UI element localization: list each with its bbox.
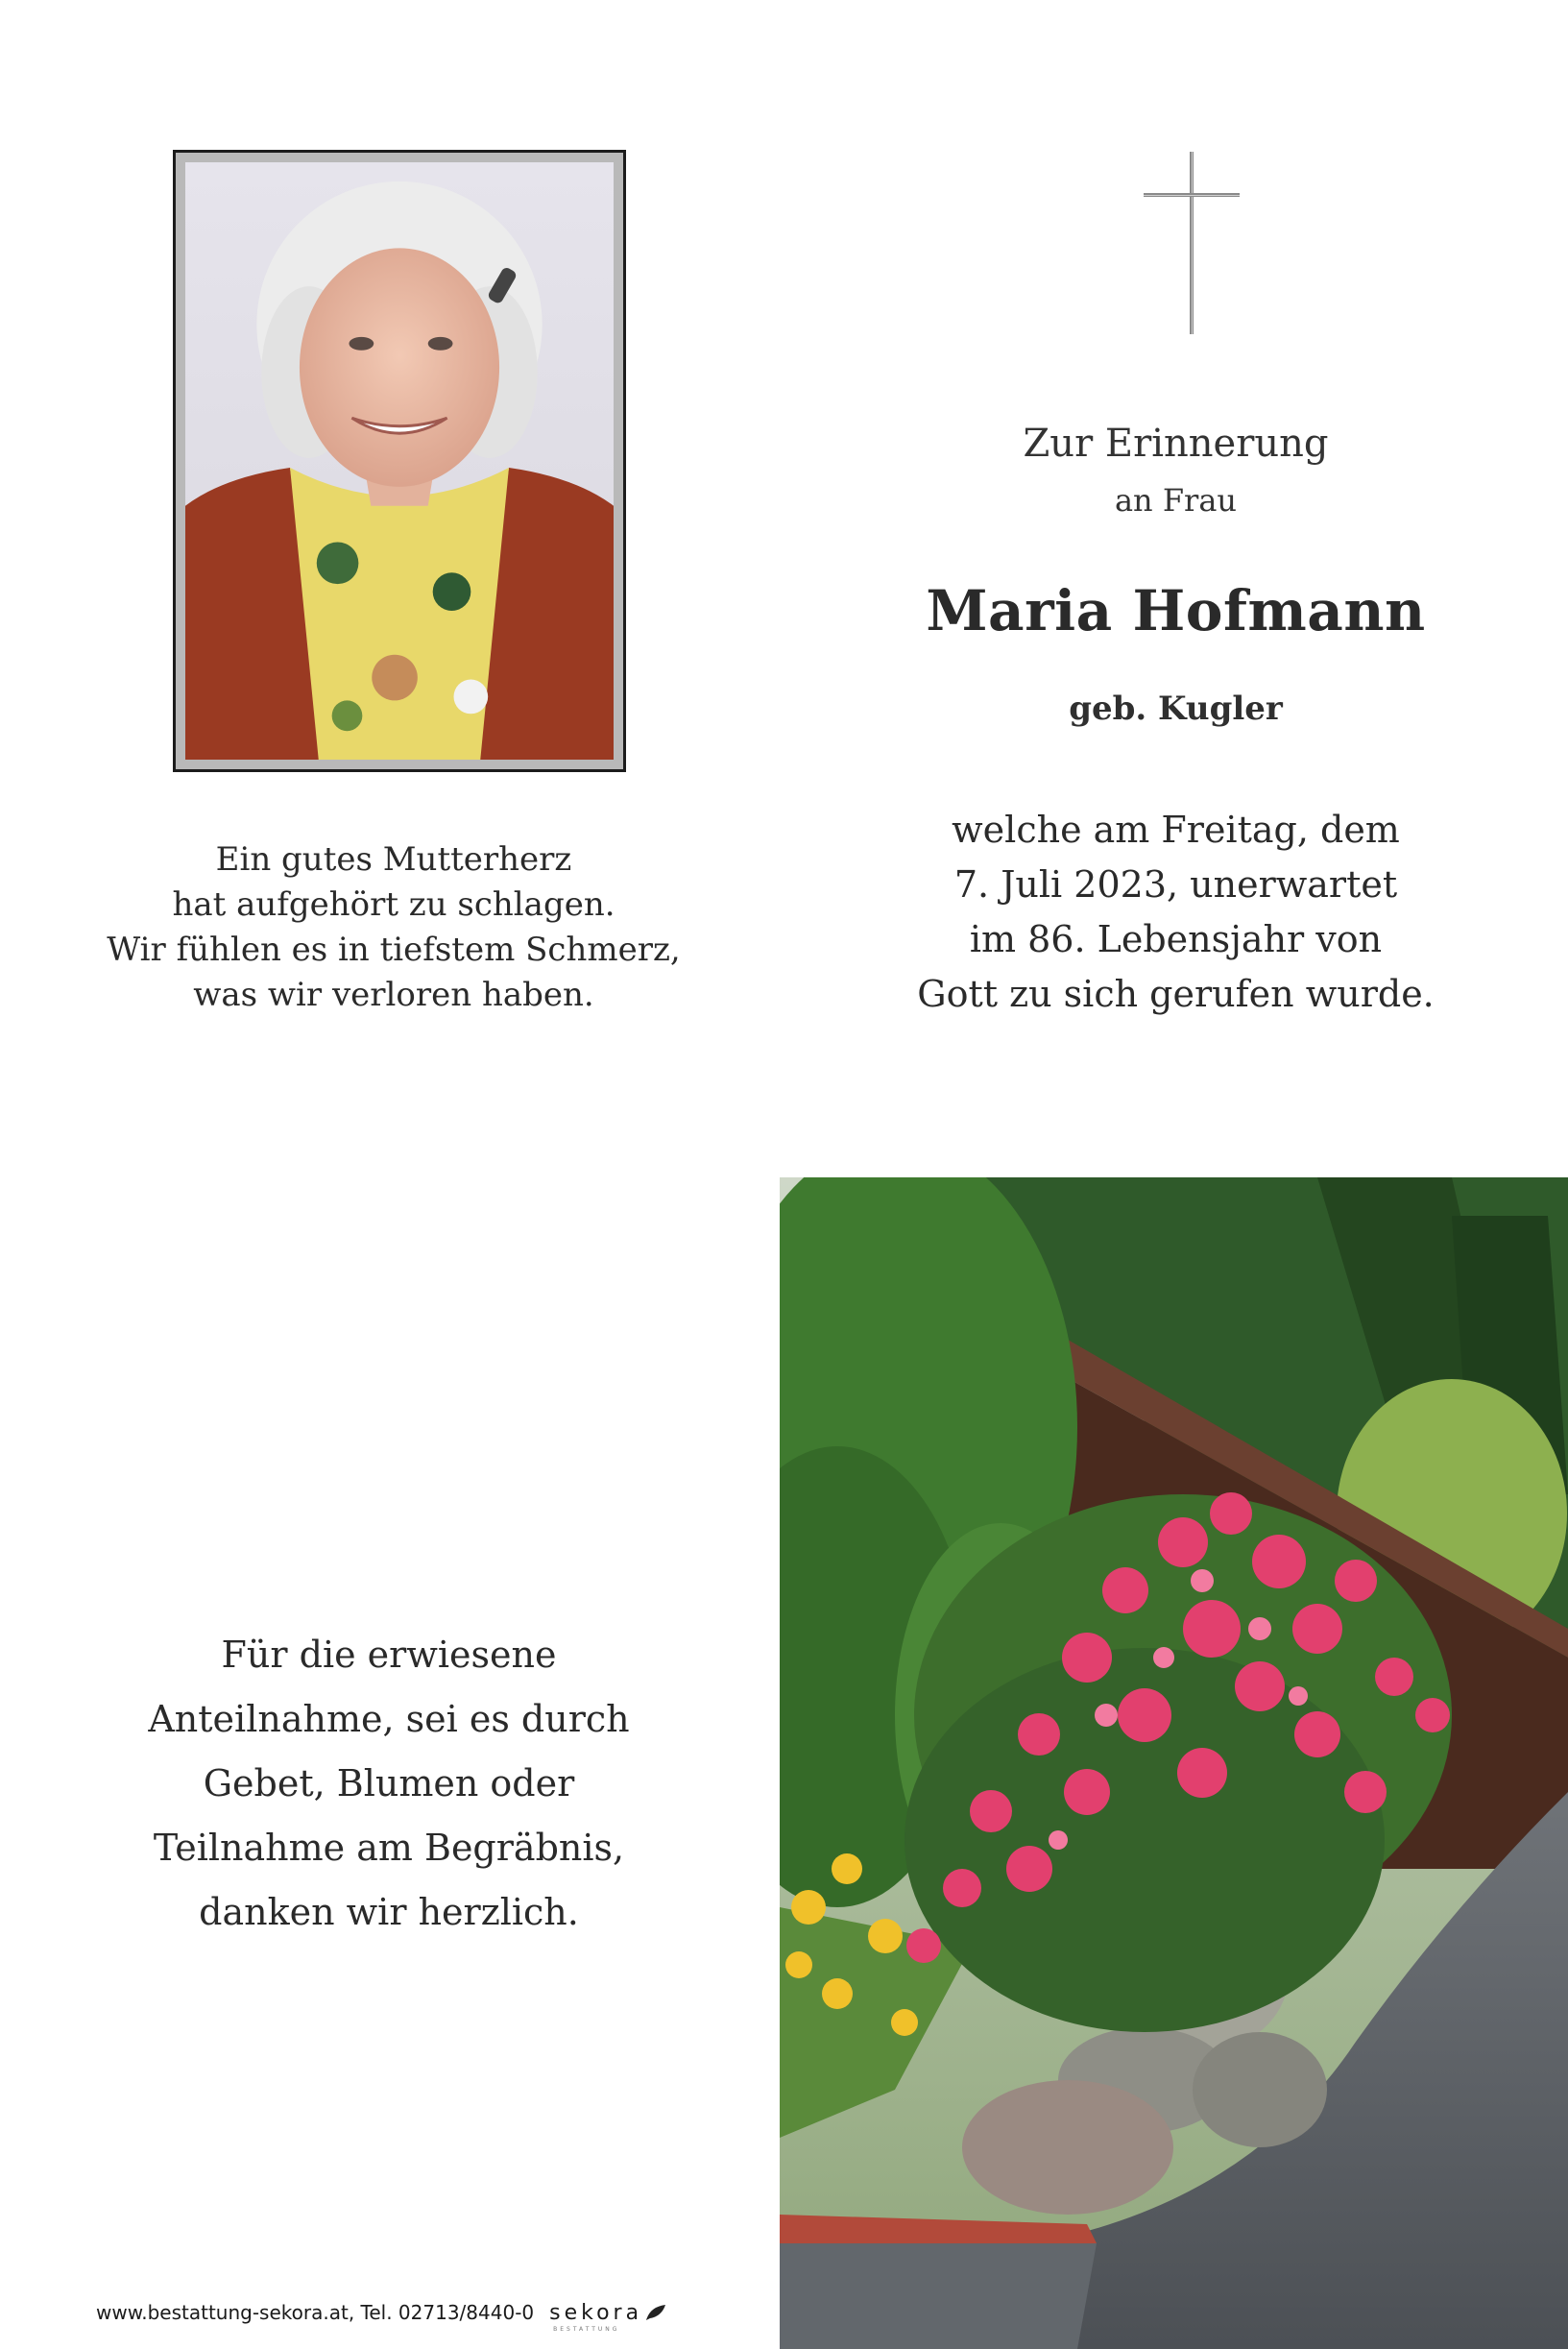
thanks-line: Gebet, Blumen oder — [203, 1762, 575, 1804]
portrait-photo — [185, 162, 614, 760]
thanks-text — [96, 1623, 682, 1945]
poem-line: Wir fühlen es in tiefstem Schmerz, — [107, 931, 681, 969]
portrait-frame — [173, 150, 626, 772]
maiden-name: geb. Kugler — [1069, 690, 1283, 728]
poem — [86, 837, 701, 1018]
brand-logo — [549, 2300, 643, 2333]
brand-name: sekora — [549, 2300, 643, 2325]
thanks-panel — [0, 1172, 780, 2349]
brand-subtitle: BESTATTUNG — [553, 2325, 620, 2333]
thanks-line: Teilnahme am Begräbnis, — [153, 1827, 625, 1869]
footer-contact: www.bestattung-sekora.at, Tel. 02713/8440-0 — [96, 2301, 535, 2324]
footer — [96, 2293, 768, 2332]
thanks-line: Anteilnahme, sei es durch — [148, 1698, 630, 1740]
thanks-line: Für die erwiesene — [221, 1634, 557, 1676]
deceased-name: Maria Hofmann — [926, 578, 1426, 643]
salutation: an Frau — [1114, 482, 1238, 519]
death-line: 7. Juli 2023, unerwartet — [953, 863, 1398, 906]
poem-line: was wir verloren haben. — [193, 976, 594, 1014]
intro-text: Zur Erinnerung — [1023, 422, 1329, 466]
death-line: welche am Freitag, dem — [952, 809, 1400, 851]
notice-panel — [784, 0, 1568, 1172]
garden-photo — [780, 1177, 1568, 2349]
thanks-line: danken wir herzlich. — [199, 1891, 579, 1933]
death-notice — [784, 803, 1568, 1022]
death-line: Gott zu sich gerufen wurde. — [917, 973, 1435, 1015]
poem-line: Ein gutes Mutterherz — [215, 840, 572, 879]
cross-icon — [1144, 152, 1240, 334]
garden-image — [780, 1177, 1568, 2349]
poem-line: hat aufgehört zu schlagen. — [172, 885, 615, 924]
portrait-panel — [0, 0, 784, 1172]
death-line: im 86. Lebensjahr von — [969, 918, 1383, 960]
leaf-icon — [644, 2303, 667, 2322]
